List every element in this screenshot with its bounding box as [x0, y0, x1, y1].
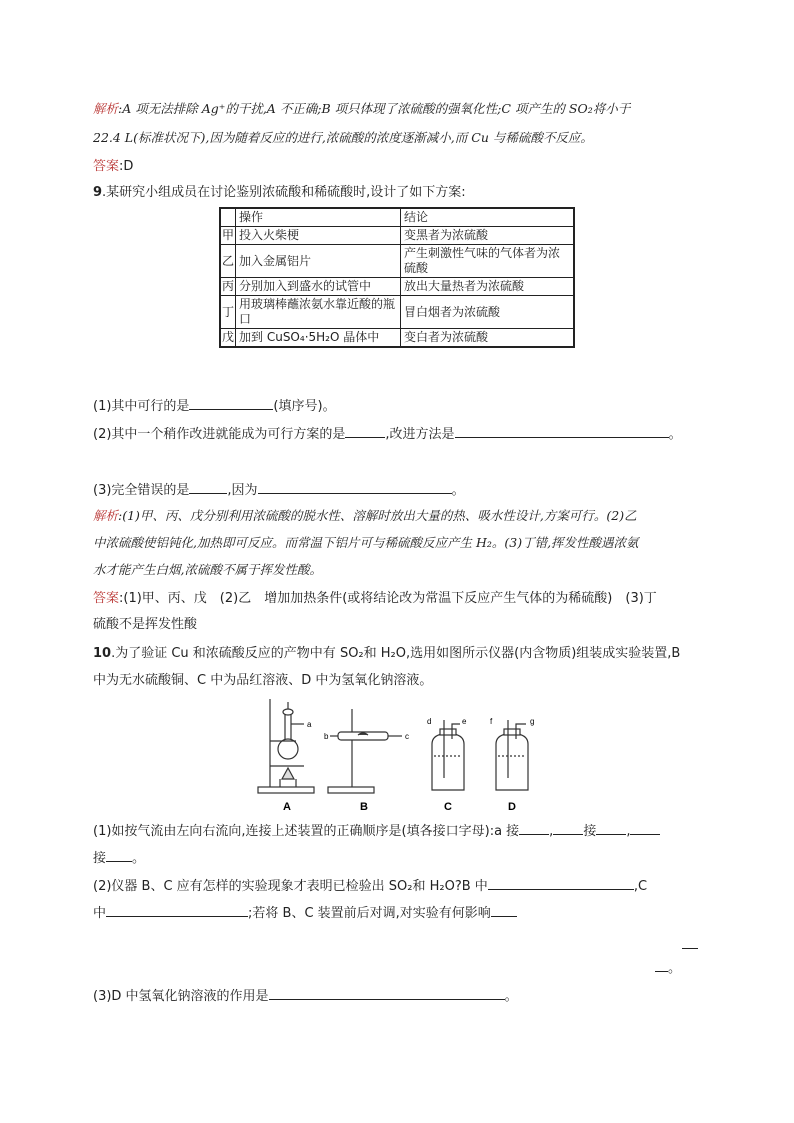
q10-sub1-line1	[93, 821, 660, 841]
q10-sub2-c-label: 中	[93, 906, 107, 921]
q10-sub1-line2	[93, 848, 145, 868]
q8-analysis-text-1: :A 项无法排除 Ag⁺的干扰,A 不正确;B 项只体现了浓硫酸的强氧化性;C 项产生的 SO₂将小于	[118, 101, 631, 116]
label-a: A	[283, 801, 291, 813]
apparatus-figure	[250, 694, 550, 814]
q10-sub1-connect: 接	[93, 851, 107, 866]
row-key: 甲	[220, 227, 236, 245]
q9-analysis-text-3: 水才能产生白烟,浓硫酸不属于挥发性酸。	[93, 562, 322, 577]
q10-sub2-text: (2)仪器 B、C 应有怎样的实验现象才表明已检验出 SO₂和 H₂O?B 中	[93, 879, 488, 894]
row-key: 戊	[220, 329, 236, 348]
q9-sub2-blank-1[interactable]	[345, 424, 385, 438]
port-f: f	[490, 717, 493, 726]
table-row	[220, 227, 574, 245]
q9-analysis-label: 解析	[93, 508, 119, 523]
q10-sub1-sep1: ,	[549, 824, 554, 839]
table-header-conclusion: 结论	[401, 208, 574, 227]
q10-sub1-sep2: ,	[626, 824, 631, 839]
q10-sub2-line3	[682, 935, 698, 955]
table-row	[220, 296, 574, 329]
q9-sub1-tail: (填序号)。	[273, 399, 336, 414]
q10-stem-text-1: .为了验证 Cu 和浓硫酸反应的产物中有 SO₂和 H₂O,选用如图所示仪器(内含物质)组装成实验装置,B	[111, 646, 681, 661]
q9-sub3-blank-2[interactable]	[258, 480, 452, 494]
q10-sub1-blank-3[interactable]	[596, 821, 626, 835]
q9-analysis-line2	[93, 534, 639, 552]
row-conclusion: 变白者为浓硫酸	[401, 329, 574, 348]
q8-answer	[93, 158, 133, 176]
label-b: B	[360, 801, 368, 813]
q10-sub2-blank-effect[interactable]	[491, 903, 517, 917]
q9-sub3-blank-1[interactable]	[189, 480, 227, 494]
q9-answer-text-2: 硫酸不是挥发性酸	[93, 617, 198, 632]
row-conclusion: 产生刺激性气味的气体者为浓硫酸	[401, 245, 574, 278]
q10-sub1-blank-5[interactable]	[106, 848, 132, 862]
row-operation: 投入火柴梗	[236, 227, 401, 245]
port-e: e	[462, 717, 467, 726]
q10-sub2-line1	[93, 876, 647, 896]
q10-sub2-question: ;若将 B、C 装置前后对调,对实验有何影响	[248, 906, 491, 921]
row-conclusion: 放出大量热者为浓硫酸	[401, 278, 574, 296]
row-operation: 用玻璃棒蘸浓氨水靠近酸的瓶口	[236, 296, 401, 329]
q9-number: 9	[93, 185, 103, 200]
table-header-operation: 操作	[236, 208, 401, 227]
q9-analysis-line1	[93, 507, 637, 525]
q9-sub2-text: (2)其中一个稍作改进就能成为可行方案的是	[93, 427, 346, 442]
row-operation: 加到 CuSO₄·5H₂O 晶体中	[236, 329, 401, 348]
table-row	[220, 329, 574, 348]
table-row	[220, 278, 574, 296]
q9-sub2-end: 。	[668, 427, 682, 442]
q9-answer-line1	[93, 590, 657, 608]
q10-sub2-blank-b[interactable]	[488, 876, 634, 890]
q9-analysis-text-1: :(1)甲、丙、戊分别利用浓硫酸的脱水性、溶解时放出大量的热、吸水性设计,方案可行。(2)乙	[118, 508, 637, 523]
q10-sub3-blank[interactable]	[269, 986, 505, 1000]
q10-sub3-end: 。	[504, 989, 518, 1004]
q10-number: 10	[93, 646, 112, 661]
table-row	[220, 245, 574, 278]
row-key: 乙	[220, 245, 236, 278]
q9-sub3-end: 。	[451, 483, 465, 498]
q10-sub2-blank-cont-1[interactable]	[682, 935, 698, 949]
q8-analysis-line2	[93, 129, 593, 147]
row-operation: 加入金属铝片	[236, 245, 401, 278]
q9-analysis-text-2: 中浓硫酸使铝钝化,加热即可反应。而常温下铝片可与稀硫酸反应产生 H₂。(3)丁错,挥发性酸遇浓氨	[93, 535, 639, 550]
port-c: c	[405, 732, 409, 741]
label-d: D	[508, 801, 516, 813]
q8-answer-text: :D	[119, 159, 134, 174]
port-g: g	[530, 717, 535, 726]
q9-stem	[93, 184, 466, 202]
apparatus-c	[432, 720, 464, 790]
row-key: 丙	[220, 278, 236, 296]
q9-answer-text-1: :(1)甲、丙、戊 (2)乙 增加加热条件(或将结论改为常温下反应产生气体的为稀硫酸) (3)丁	[119, 591, 657, 606]
q9-sub2-mid: ,改进方法是	[385, 427, 455, 442]
q10-sub1-blank-4[interactable]	[630, 821, 660, 835]
apparatus-d	[496, 720, 528, 790]
q10-stem-line2	[93, 672, 432, 690]
q10-sub1-blank-2[interactable]	[553, 821, 583, 835]
q9-analysis-line3	[93, 561, 322, 579]
q8-analysis-line1	[93, 100, 630, 118]
q10-sub1-end: 。	[132, 851, 146, 866]
q10-sub2-blank-c[interactable]	[106, 903, 248, 917]
q9-sub1-text: (1)其中可行的是	[93, 399, 190, 414]
q9-stem-text: .某研究小组成员在讨论鉴别浓硫酸和稀硫酸时,设计了如下方案:	[102, 185, 466, 200]
q10-sub1-mid: 接	[583, 824, 597, 839]
q10-sub2-line4	[655, 958, 681, 978]
q9-sub1-blank[interactable]	[189, 396, 273, 410]
q10-sub1-blank-1[interactable]	[519, 821, 549, 835]
q10-stem-text-2: 中为无水硫酸铜、C 中为品红溶液、D 中为氢氧化钠溶液。	[93, 673, 433, 688]
q9-answer-label: 答案	[93, 591, 120, 606]
q9-options-table	[219, 207, 575, 348]
q9-sub3-mid: ,因为	[227, 483, 258, 498]
q9-answer-line2	[93, 616, 197, 634]
q9-sub1	[93, 396, 336, 416]
q9-sub3	[93, 480, 465, 500]
q9-sub3-text: (3)完全错误的是	[93, 483, 190, 498]
q8-analysis-label: 解析	[93, 101, 119, 116]
port-b: b	[324, 732, 329, 741]
q10-sub2-blank-cont-2[interactable]	[655, 958, 668, 972]
q10-stem-line1	[93, 645, 680, 663]
q10-sub2-end: 。	[668, 961, 682, 976]
apparatus-a	[258, 699, 314, 793]
port-a: a	[307, 720, 312, 729]
q9-sub2	[93, 424, 682, 444]
apparatus-b	[328, 709, 402, 793]
table-header-row	[220, 208, 574, 227]
table-header-key	[220, 208, 236, 227]
label-c: C	[444, 801, 452, 813]
row-conclusion: 变黑者为浓硫酸	[401, 227, 574, 245]
row-key: 丁	[220, 296, 236, 329]
q10-sub1-text: (1)如按气流由左向右流向,连接上述装置的正确顺序是(填各接口字母):a 接	[93, 824, 520, 839]
row-conclusion: 冒白烟者为浓硫酸	[401, 296, 574, 329]
q10-sub3-text: (3)D 中氢氧化钠溶液的作用是	[93, 989, 269, 1004]
port-d: d	[427, 717, 432, 726]
q10-sub2-mid: ,C	[633, 879, 648, 894]
row-operation: 分别加入到盛水的试管中	[236, 278, 401, 296]
q8-analysis-text-2: 22.4 L(标准状况下),因为随着反应的进行,浓硫酸的浓度逐渐减小,而 Cu 与稀硫酸不反应。	[93, 130, 593, 145]
q10-sub3	[93, 986, 518, 1006]
q9-sub2-blank-2[interactable]	[455, 424, 669, 438]
q10-sub2-line2	[93, 903, 517, 923]
q8-answer-label: 答案	[93, 159, 120, 174]
